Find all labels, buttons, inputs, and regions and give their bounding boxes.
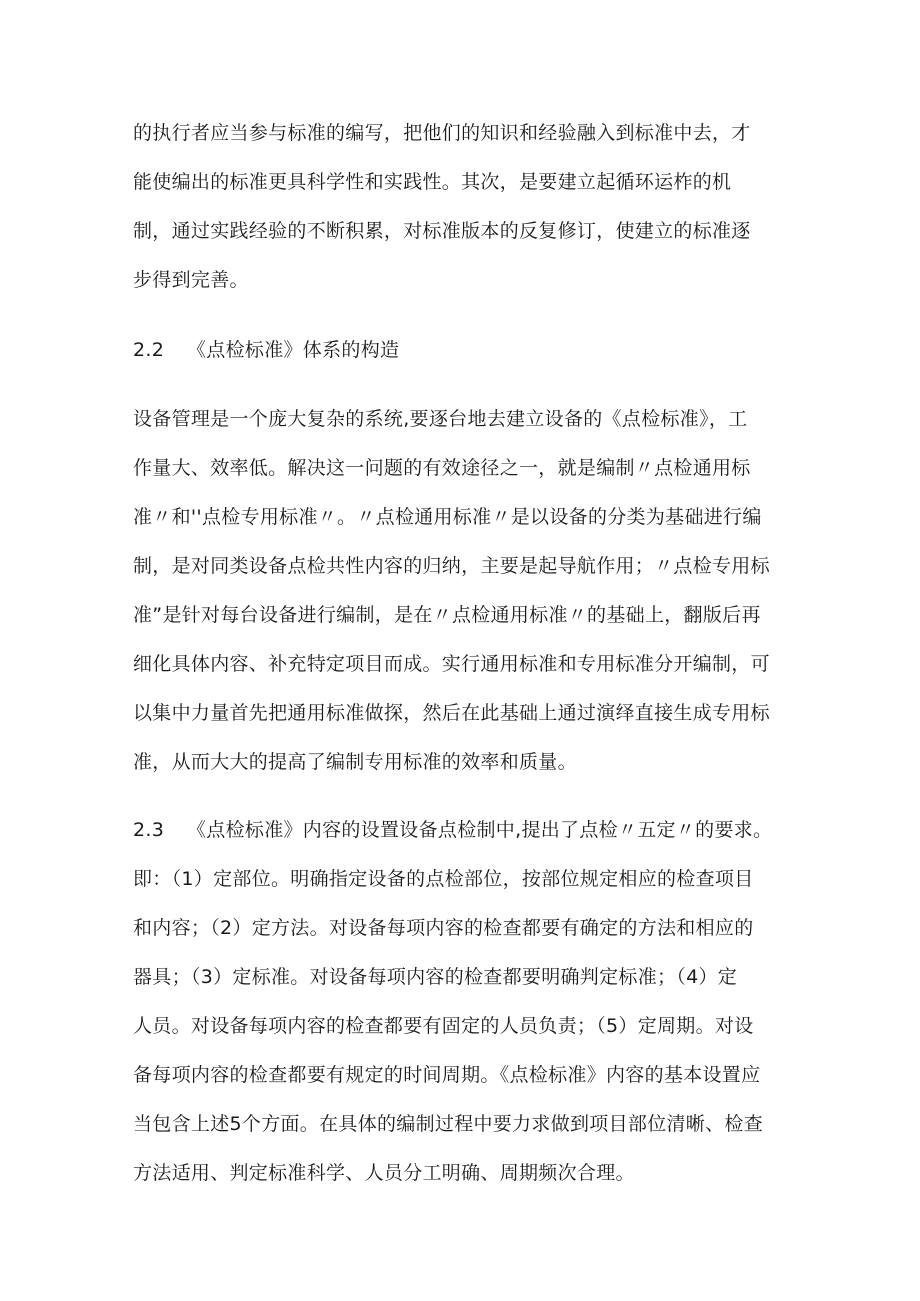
paragraph-3-line-6: 当包含上述5个方面。在具体的编制过程中要力求做到项目部位清晰、检查 <box>133 1113 763 1135</box>
paragraph-2-line-1: 设备管理是一个庞大复杂的系统,要逐台地去建立设备的《点检标准》，工 <box>133 408 748 430</box>
section-heading-2-2 <box>133 338 399 362</box>
section-title: 《点检标准》体系的构造 <box>187 339 400 361</box>
paragraph-2-line-6: 细化具体内容、补充特定项目而成。实行通用标准和专用标准分开编制，可 <box>133 653 770 675</box>
paragraph-2-line-2: 作量大、效率低。解决这一问题的有效途径之一，就是编制〃点检通用标 <box>133 457 751 479</box>
section-number: 2.3 <box>133 819 165 841</box>
section-title: 《点检标准》内容的设置设备点检制中,提出了点检〃五定〃的要求。 <box>187 819 773 841</box>
paragraph-3-line-3: 器具；（3）定标准。对设备每项内容的检查都要明确判定标准；（4）定 <box>133 966 738 988</box>
section-heading-2-3 <box>133 818 772 842</box>
paragraph-2-line-8: 准，从而大大的提高了编制专用标准的效率和质量。 <box>133 751 577 773</box>
paragraph-1-line-1: 的执行者应当参与标准的编写，把他们的知识和经验融入到标准中去，才 <box>133 122 751 144</box>
paragraph-1-line-4: 步得到完善。 <box>133 269 249 291</box>
paragraph-3-line-4: 人员。对设备每项内容的检查都要有固定的人员负责；（5）定周期。对设 <box>133 1015 754 1037</box>
paragraph-2-line-4: 制，是对同类设备点检共性内容的归纳，主要是起导航作用；〃点检专用标 <box>133 555 770 577</box>
paragraph-2-line-7: 以集中力量首先把通用标准做探，然后在此基础上通过演绎直接生成专用标 <box>133 702 770 724</box>
paragraph-3-line-1: 即：（1）定部位。明确指定设备的点检部位，按部位规定相应的检查项目 <box>133 868 754 890</box>
section-number: 2.2 <box>133 339 165 361</box>
paragraph-2-line-5: 准”是针对每台设备进行编制，是在〃点检通用标准〃的基础上，翻版后再 <box>133 604 761 626</box>
paragraph-3-line-7: 方法适用、判定标准科学、人员分工明确、周期频次合理。 <box>133 1162 635 1184</box>
paragraph-3-line-5: 备每项内容的检查都要有规定的时间周期。《点检标准》内容的基本设置应 <box>133 1064 761 1086</box>
paragraph-2-line-3: 准〃和''点检专用标准〃。〃点检通用标准〃是以设备的分类为基础进行编 <box>133 506 762 528</box>
paragraph-3-line-2: 和内容；（2）定方法。对设备每项内容的检查都要有确定的方法和相应的 <box>133 917 754 939</box>
paragraph-1-line-2: 能使编出的标准更具科学性和实践性。其次，是要建立起循环运柞的机 <box>133 171 732 193</box>
paragraph-1-line-3: 制，通过实践经验的不断积累，对标准版本的反复修订，使建立的标准逐 <box>133 220 751 242</box>
